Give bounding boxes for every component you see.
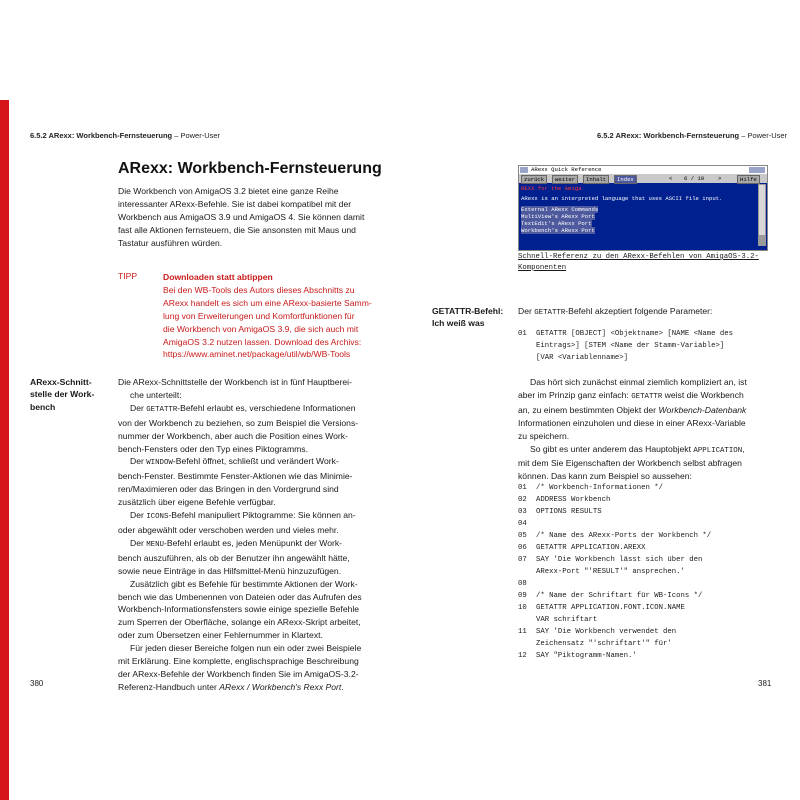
running-head-left: 6.5.2 ARexx: Workbench-Fernsteuerung – Power-User xyxy=(30,131,221,140)
amiga-help-button: Hilfe xyxy=(737,175,760,184)
side-heading-getattr: GETATTR-Befehl: Ich weiß was xyxy=(432,306,504,329)
getattr-intro: Der GETATTR-Befehl akzeptiert folgende Parameter: xyxy=(518,306,713,317)
page-number-right: 381 xyxy=(758,679,772,688)
amiga-link-external-commands: External ARexx Commands xyxy=(521,206,599,213)
code-line: 08 xyxy=(518,580,527,588)
figure-caption: Schnell-Referenz zu den ARexx-Befehlen von AmigaOS-3.2- Komponenten xyxy=(518,253,759,272)
intro-paragraph: Die Workbench von AmigaOS 3.2 bietet eine ganze Reihe interessanter ARexx-Befehle. Sie ist dabei kompatibel mit der Workbench aus AmigaOS 3.9 und AmigaOS 4. Sie können damit fast alle Aktionen fernsteuern, die Sie ansonsten mit Maus und Tastatur ausführen würden. xyxy=(118,186,365,248)
code-line: 06 GETATTR APPLICATION.AREXX xyxy=(518,544,646,552)
code-line: 07 SAY 'Die Workbench lässt sich über den xyxy=(518,556,703,564)
amiga-index-button: Index xyxy=(614,175,637,184)
amiga-quick-reference-screenshot xyxy=(518,165,768,251)
side-heading-arexx-interface: ARexx-Schnitt- stelle der Work- bench xyxy=(30,377,95,412)
code-line: 05 /* Name des ARexx-Ports der Workbench */ xyxy=(518,532,712,540)
page-number-left: 380 xyxy=(30,679,44,688)
section-title: ARexx: Workbench-Fernsteuerung xyxy=(118,160,382,177)
amiga-title-bar: ARexx Quick Reference xyxy=(519,166,767,174)
code-line: Zeichensatz "'schriftart'" für' xyxy=(536,640,672,648)
amiga-link-textedit: TextEdit's ARexx Port xyxy=(521,220,592,227)
amiga-prev-icon: < xyxy=(669,175,673,182)
amiga-page-indicator: 6 / 10 xyxy=(684,175,705,182)
tip-title: Downloaden statt abtippen xyxy=(163,272,273,282)
amiga-link-workbench: Workbench's ARexx Port xyxy=(521,227,595,234)
amiga-next-icon: > xyxy=(718,175,722,182)
red-edge-bar xyxy=(0,100,9,800)
tip-box: Downloaden statt abtippen Bei den WB-Tools des Autors dieses Abschnitts zu ARexx handelt es sich um eine ARexx-basierte Samm- lung von Erweiterungen und Komfortfunktionen für die Workbench von AmigaOS 3.9, die sich auch mit AmigaOS 3.2 nutzen lassen. Download des Archivs: https://www.aminet.net/package/util/wb/WB-Tools xyxy=(163,272,372,360)
tip-label: TIPP xyxy=(118,271,138,281)
body-text-left: Die ARexx-Schnittstelle der Workbench ist in fünf Hauptberei- che unterteilt: Der GETATTR-Befehl erlaubt es, verschiedene Informationen von der Workbench zu beziehen, so zum Beispiel die Versions- nummer der Workbench, aber auch die Position eines Work- bench-Fensters oder den Typ eines Piktogramms. Der WINDOW-Befehl öffnet, schließt und verändert Work- bench-Fenster. Bestimmte Fenster-Aktionen wie das Minimie- ren/Maximieren oder das Bringen in den Vordergrund sind zusätzlich über eigene Befehle verfügbar. Der ICONS-Befehl manipuliert Piktogramme: Sie können an- oder abgewählt oder verschoben werden und vieles mehr. Der MENU-Befehl erlaubt es, jeden Menüpunkt der Work- bench auszuführen, als ob der Benutzer ihn angewählt hätte, sowie neue Einträge in das Hilfsmittel-Menü hinzuzufügen. Zusätzlich gibt es Befehle für bestimmte Aktionen der Work- bench wie das Umbenennen von Dateien oder das Aufrufen des Workbench-Informationsfensters sowie einige spezielle Befehle zum Sperren der Oberfläche, solange ein ARexx-Skript arbeitet, oder zum Übersetzen einer Fehlernummer in Klartext. Für jeden dieser Bereiche folgen nun ein oder zwei Beispiele mit Erklärung. Eine komplette, englischsprachige Beschreibung der ARexx-Befehle der Workbench finden Sie im AmigaOS-3.2- Referenz-Handbuch unter ARexx / Workbench's Rexx Port. xyxy=(118,377,362,692)
close-gadget-icon xyxy=(520,167,528,173)
amiga-back-button: zurück xyxy=(521,175,547,184)
code-listing xyxy=(518,482,711,662)
amiga-heading: REXX for the Amiga xyxy=(521,185,582,192)
code-line: 04 xyxy=(518,520,527,528)
body-text-right: Das hört sich zunächst einmal ziemlich kompliziert an, ist aber im Prinzip ganz einfach: GETATTR weist die Workbench an, zu einem bestimmten Objekt der Workbench-Datenbank Informationen einzuholen und diese in einer ARexx-Variable zu speichern. So gibt es unter anderem das Hauptobjekt APPLICATION, mit dem Sie Eigenschaften der Workbench selbst abfragen können. Das kann zum Beispiel so aussehen: xyxy=(518,377,747,482)
amiga-contents-button: Inhalt xyxy=(583,175,609,184)
running-head-right: 6.5.2 ARexx: Workbench-Fernsteuerung – Power-User xyxy=(597,131,788,140)
amiga-text: ARexx is an interpreted language that uses ASCII file input. xyxy=(521,195,723,202)
amiga-forward-button: weiter xyxy=(552,175,578,184)
code-line: 11 SAY 'Die Workbench verwendet den xyxy=(518,628,677,636)
tip-link[interactable]: https://www.aminet.net/package/util/wb/WB-Tools xyxy=(163,349,351,360)
code-line: VAR schriftart xyxy=(536,616,598,624)
code-line: 02 ADDRESS Workbench xyxy=(518,496,611,504)
code-line: 01 /* Workbench-Informationen */ xyxy=(518,484,663,492)
code-line: ARexx-Port "'RESULT'" ansprechen.' xyxy=(536,568,685,576)
syntax-block: 01 GETATTR [OBJECT] <Objektname> [NAME <Name des Eintrags>] [STEM <Name der Stamm-Variable>] [VAR <Variablenname>] xyxy=(518,330,734,362)
code-line: 12 SAY "Piktogramm-Namen.' xyxy=(518,652,637,660)
depth-gadget-icon xyxy=(749,167,765,173)
code-line: 03 OPTIONS RESULTS xyxy=(518,508,602,516)
amiga-link-multiview: MultiView's ARexx Port xyxy=(521,213,595,220)
code-line: 10 GETATTR APPLICATION.FONT.ICON.NAME xyxy=(518,604,685,612)
amiga-scroll-knob xyxy=(759,185,765,235)
code-line: 09 /* Name der Schriftart für WB-Icons */ xyxy=(518,592,703,600)
